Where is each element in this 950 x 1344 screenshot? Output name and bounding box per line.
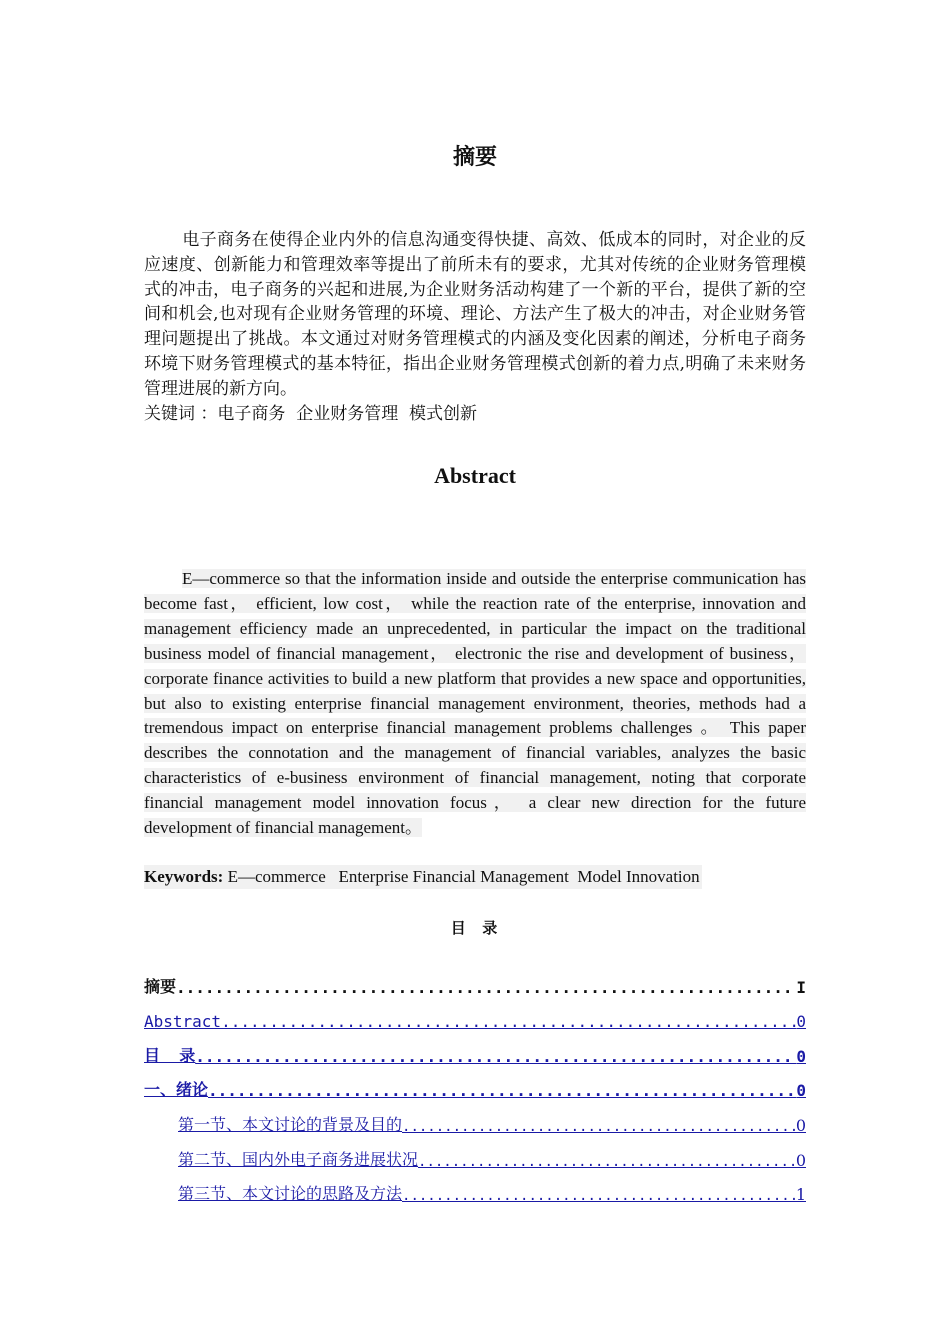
- toc-leader-dots: [221, 1012, 796, 1031]
- abstract-en-body: [144, 567, 806, 841]
- toc-entry-abstract-en[interactable]: [144, 997, 806, 1032]
- abstract-cn-keywords: 关键词 ：电子商务 企业财务管理 模式创新: [144, 404, 478, 424]
- abstract-cn-text: 电子商务在使得企业内外的信息沟通变得快捷、高效、低成本的同时，对企业的反应速度、创新能力和管理效率等提出了前所未有的要求，尤其对传统的企业财务管理模式的冲击，电子商务的兴起和进展,为企业财务活动构建了一个新的平台，提供了新的空间和机会,也对现有企业财务管理的环境、理论、方法产生了极大的冲击，对企业财务管理问题提出了挑战。本文通过对财务管理模式的内涵及变化因素的阐述，分析电子商务环境下财务管理模式的基本特征，指出企业财务管理模式创新的着力点,明确了未来财务管理进展的新方向。: [144, 230, 806, 399]
- toc-leader-dots: [402, 1188, 796, 1204]
- toc-leader-dots: [402, 1119, 796, 1135]
- toc-entry-abstract-cn[interactable]: [144, 962, 806, 997]
- toc-entry-page: 0: [795, 1115, 806, 1135]
- toc-entry-section-1[interactable]: [144, 1100, 806, 1135]
- toc-entry-contents[interactable]: [144, 1031, 806, 1066]
- toc-entry-page: 0: [796, 1012, 806, 1032]
- toc-entry-label: 摘要: [144, 976, 177, 996]
- keywords-value: E—commerce Enterprise Financial Management Model Innovation: [223, 867, 700, 886]
- keywords-label: Keywords:: [144, 867, 224, 886]
- toc-leader-dots: [418, 1154, 796, 1170]
- toc-entry-label: 第二节、国内外电子商务进展状况: [178, 1149, 419, 1169]
- abstract-cn-body: [144, 228, 806, 402]
- toc-entry-label: 第三节、本文讨论的思路及方法: [178, 1184, 403, 1204]
- toc-title: 目 录: [450, 919, 500, 937]
- abstract-en-keywords: [144, 865, 702, 889]
- toc-leader-dots: [195, 1047, 796, 1066]
- toc-leader-dots: [208, 1081, 796, 1100]
- toc-entry-label: 第一节、本文讨论的背景及目的: [178, 1114, 403, 1134]
- toc-entry-page: 0: [796, 1081, 806, 1101]
- abstract-en-text: E—commerce so that the information inside and outside the enterprise communication has become fast， efficient, low cost， while the reaction rate of the enterprise, innovation and management efficiency made an unprecedented, in particular the impact on the traditional business model of financial management， electronic the rise and development of business， corporate finance activities to build a new platform that provides a new space and opportunities, but also to existing enterprise financial management environment, theories, methods had a tremendous impact on enterprise financial management problems challenges 。 This paper describes the connotation and the management of financial variables, analyzes the basic characteristics of e-business environment of financial management, noting that corporate financial management model innovation focus， a clear new direction for the future development of financial management。: [144, 569, 806, 838]
- toc-entry-introduction[interactable]: [144, 1066, 806, 1101]
- toc-entry-label: Abstract: [144, 1012, 222, 1032]
- toc-entry-label: 一、绪论: [144, 1080, 209, 1100]
- toc-entry-page: I: [796, 977, 806, 997]
- toc-entry-page: 0: [795, 1150, 806, 1170]
- toc-entry-section-2[interactable]: [144, 1135, 806, 1170]
- abstract-cn-title: 摘要: [452, 144, 497, 170]
- toc-entry-label: 目 录: [144, 1045, 196, 1065]
- toc-leader-dots: [176, 978, 796, 997]
- toc-entry-page: 0: [796, 1046, 806, 1066]
- toc-entry-page: 1: [795, 1185, 806, 1205]
- abstract-en-title: Abstract: [434, 463, 516, 488]
- table-of-contents: [144, 962, 806, 1204]
- toc-entry-section-3[interactable]: [144, 1170, 806, 1205]
